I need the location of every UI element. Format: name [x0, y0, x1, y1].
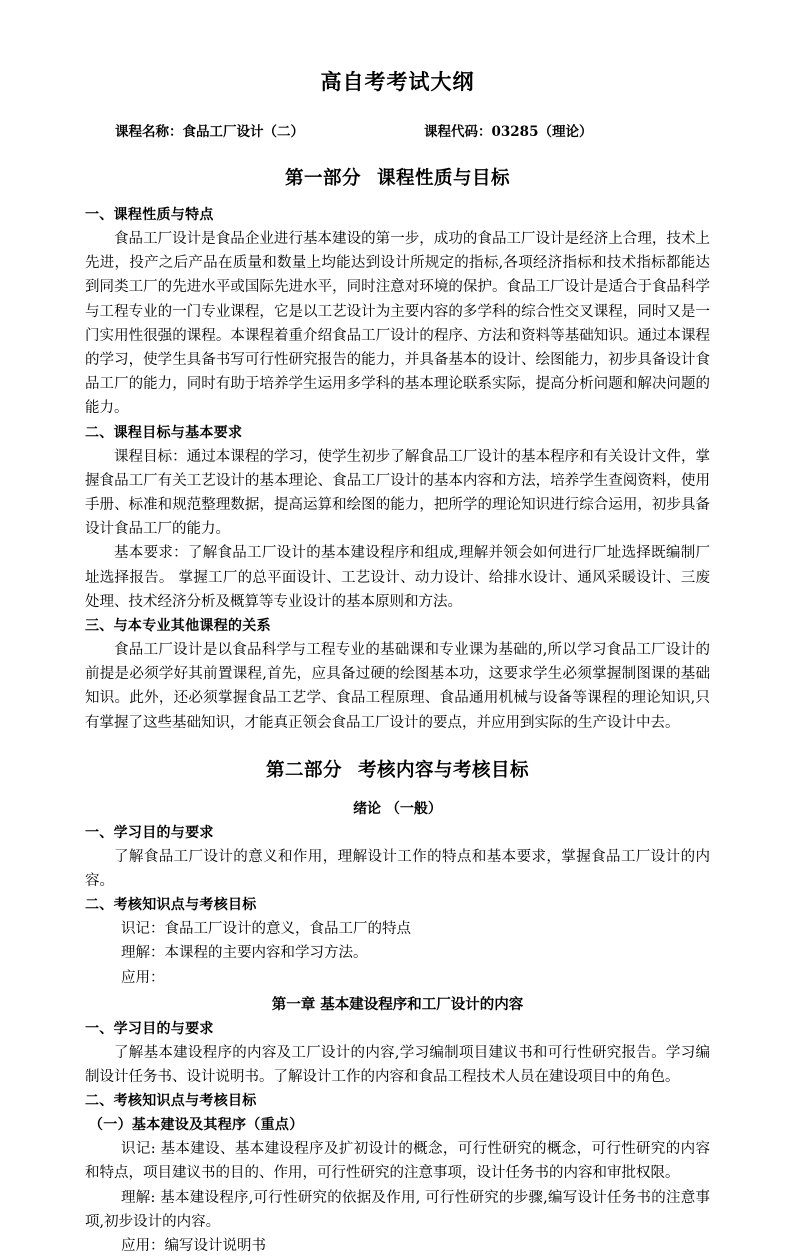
section-heading-1-3: 三、与本专业其他课程的关系: [85, 618, 271, 635]
section-heading-1-1: 一、课程性质与特点: [85, 207, 214, 223]
chapter-one-title: 第一章 基本建设程序和工厂设计的内容: [271, 995, 524, 1013]
course-meta-row: [85, 97, 710, 143]
part-two-title-suffix: 考核内容与考核目标: [358, 759, 530, 781]
course-name-label: 课程名称：: [115, 124, 183, 140]
course-name-value: 食品工厂设计（二）: [182, 124, 304, 140]
chapter-one-paragraph-1: 了解基本建设程序的内容及工厂设计的内容,学习编制项目建议书和可行性研究报告。学习编制设计任务书、设计说明书。了解设计工作的内容和食品工程技术人员在建设项目中的角色。: [85, 1044, 710, 1086]
chapter-one-knowledge-point-3: 应用：编写设计说明书: [121, 1238, 266, 1255]
intro-knowledge-point-2: 理解：本课程的主要内容和学习方法。: [121, 945, 368, 962]
chapter-one-subheading: （一）基本建设及其程序（重点）: [89, 1117, 304, 1134]
section-heading-1-2: 二、课程目标与基本要求: [85, 424, 243, 441]
part-one-title-prefix: 第一部分: [284, 168, 361, 189]
intro-section-heading-1: 一、学习目的与要求: [85, 824, 214, 841]
document-content: [85, 0, 710, 1258]
intro-chapter-title: 绪论 （一般）: [353, 800, 442, 817]
paragraph-1-1-1: 食品工厂设计是食品企业进行基本建设的第一步，成功的食品工厂设计是经济上合理，技术上先进，投产之后产品在质量和数量上均能达到设计所规定的指标,各项经济指标和技术指标都能达到同类工厂的先进水平或国际先进水平，同时注意对环境的保护。食品工厂设计是适合于食品科学与工程专业的一门专业课程，它是以工艺设计为主要内容的多学科的综合性交叉课程，同时又是一门实用性很强的课程。本课程着重介绍食品工厂设计的程序、方法和资料等基础知识。通过本课程的学习，使学生具备书写可行性研究报告的能力，并具备基本的设计、绘图能力，初步具备设计食品工厂的能力，同时有助于培养学生运用多学科的基本理论联系实际，提高分析问题和解决问题的能力。: [85, 231, 710, 417]
page-title: 高自考考试大纲: [320, 69, 475, 94]
part-one-title: [85, 143, 710, 203]
paragraph-1-3-1: 食品工厂设计是以食品科学与工程专业的基础课和专业课为基础的,所以学习食品工厂设计的前提是必须学好其前置课程,首先，应具备过硬的绘图基本功，这要求学生必须掌握制图课的基础知识。此外，还必须掌握食品工艺学、食品工程原理、食品通用机械与设备等课程的理论知识,只有掌握了这些基础知识，才能真正领会食品工厂设计的要点，并应用到实际的生产设计中去。: [85, 642, 710, 731]
paragraph-1-2-2: 基本要求：了解食品工厂设计的基本建设程序和组成,理解并领会如何进行厂址选择既编制厂址选择报告。 掌握工厂的总平面设计、工艺设计、动力设计、给排水设计、通风采暖设计、三废处理、技术经济分析及概算等专业设计的基本原则和方法。: [85, 545, 710, 610]
intro-section-heading-2: 二、考核知识点与考核目标: [85, 897, 257, 914]
part-two-title: [85, 735, 710, 795]
part-two-title-prefix: 第二部分: [265, 759, 342, 781]
chapter-one-section-heading-1: 一、学习目的与要求: [85, 1020, 214, 1037]
chapter-one-knowledge-point-2: 理解: 基本建设程序,可行性研究的依据及作用, 可行性研究的步骤,编写设计任务书的注意事项,初步设计的内容。: [85, 1189, 710, 1230]
intro-knowledge-point-3: 应用：: [121, 969, 165, 986]
course-code-label: 课程代码：: [424, 124, 492, 140]
intro-knowledge-point-1: 识记：食品工厂设计的意义，食品工厂的特点: [121, 921, 411, 938]
part-one-title-suffix: 课程性质与目标: [377, 168, 511, 189]
intro-paragraph-1: 了解食品工厂设计的意义和作用，理解设计工作的特点和基本要求，掌握食品工厂设计的内容。: [85, 848, 710, 890]
chapter-one-section-heading-2: 二、考核知识点与考核目标: [85, 1093, 257, 1110]
course-code-value: 03285（理论）: [491, 124, 593, 140]
paragraph-1-2-1: 课程目标：通过本课程的学习，使学生初步了解食品工厂设计的基本程序和有关设计文件，掌握食品工厂有关工艺设计的基本理论、食品工厂设计的基本内容和方法，培养学生查阅资料，使用手册、标准和规范整理数据，提高运算和绘图的能力，把所学的理论知识进行综合运用，初步具备设计食品工厂的能力。: [85, 448, 710, 538]
chapter-one-knowledge-point-1: 识记: 基本建设、基本建设程序及扩初设计的概念，可行性研究的概念，可行性研究的内容和特点，项目建议书的目的、作用，可行性研究的注意事项，设计任务书的内容和审批权限。: [85, 1141, 710, 1182]
